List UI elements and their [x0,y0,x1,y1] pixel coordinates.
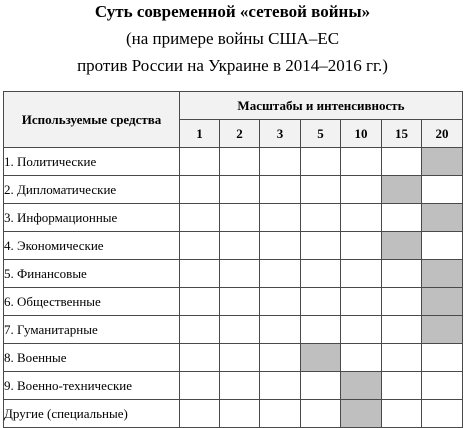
intensity-cell-filled [382,176,422,204]
intensity-cell [301,232,341,260]
intensity-table [3,91,463,428]
intensity-cell [382,288,422,316]
table-row [4,372,463,400]
intensity-cell [220,204,260,232]
intensity-cell [301,148,341,176]
intensity-cell [301,400,341,428]
intensity-cell [220,232,260,260]
intensity-cell [260,232,301,260]
intensity-cell [260,260,301,288]
level-header: 2 [220,120,260,148]
intensity-cell-filled [422,148,463,176]
intensity-cell [220,316,260,344]
intensity-cell [422,176,463,204]
intensity-cell [180,288,220,316]
row-label: 1. Политические [4,148,180,176]
intensity-cell [301,176,341,204]
intensity-cell [260,148,301,176]
table-row [4,288,463,316]
title-line-1: Суть современной «сетевой войны» [94,2,371,21]
intensity-cell [382,400,422,428]
intensity-cell [422,232,463,260]
intensity-cell [220,260,260,288]
intensity-cell [180,204,220,232]
intensity-cell [180,148,220,176]
intensity-cell [341,260,382,288]
means-header: Используемые средства [4,92,180,148]
row-label: Другие (специальные) [4,400,180,428]
level-header: 15 [382,120,422,148]
intensity-cell [382,372,422,400]
intensity-cell [260,176,301,204]
intensity-cell [382,204,422,232]
table-row [4,400,463,428]
row-label: 7. Гуманитарные [4,316,180,344]
table-row [4,316,463,344]
intensity-cell [382,344,422,372]
intensity-cell [301,372,341,400]
intensity-cell [180,176,220,204]
intensity-cell [220,372,260,400]
intensity-cell [220,400,260,428]
intensity-cell [341,148,382,176]
intensity-cell [220,148,260,176]
intensity-cell [341,204,382,232]
intensity-cell [382,316,422,344]
row-label: 5. Финансовые [4,260,180,288]
table-row [4,176,463,204]
intensity-cell [301,204,341,232]
intensity-cell-filled [341,400,382,428]
intensity-cell [180,232,220,260]
intensity-cell [422,372,463,400]
intensity-cell-filled [341,372,382,400]
intensity-cell [260,372,301,400]
table-row [4,204,463,232]
intensity-cell [220,176,260,204]
intensity-cell [180,372,220,400]
row-label: 8. Военные [4,344,180,372]
intensity-cell [341,344,382,372]
row-label: 4. Экономические [4,232,180,260]
intensity-cell [180,316,220,344]
row-label: 6. Общественные [4,288,180,316]
intensity-cell [260,288,301,316]
table-body [4,148,463,428]
intensity-cell-filled [422,288,463,316]
table-row [4,148,463,176]
intensity-cell-filled [382,232,422,260]
intensity-cell [341,176,382,204]
intensity-cell [260,400,301,428]
header-row-1 [4,92,463,120]
row-label: 3. Информационные [4,204,180,232]
intensity-cell [341,232,382,260]
intensity-cell [301,288,341,316]
intensity-cell-filled [301,344,341,372]
title-line-3: против России на Украине в 2014–2016 гг.) [77,56,388,75]
intensity-cell [422,344,463,372]
intensity-cell [422,400,463,428]
intensity-cell [260,344,301,372]
intensity-cell [301,260,341,288]
level-header: 1 [180,120,220,148]
intensity-cell [260,316,301,344]
intensity-cell [180,400,220,428]
level-header: 5 [301,120,341,148]
table-row [4,260,463,288]
intensity-cell [382,148,422,176]
intensity-cell [220,344,260,372]
intensity-cell-filled [422,260,463,288]
scale-header: Масштабы и интенсивность [180,92,463,120]
intensity-cell [382,260,422,288]
table-row [4,344,463,372]
level-header: 20 [422,120,463,148]
intensity-cell [180,260,220,288]
row-label: 9. Военно-технические [4,372,180,400]
level-header: 3 [260,120,301,148]
title-line-2: (на примере войны США–ЕС [125,29,340,48]
intensity-cell-filled [422,204,463,232]
intensity-cell [341,316,382,344]
intensity-cell [220,288,260,316]
table-row [4,232,463,260]
intensity-cell-filled [422,316,463,344]
intensity-cell [301,316,341,344]
intensity-cell [180,344,220,372]
level-header: 10 [341,120,382,148]
intensity-cell [341,288,382,316]
row-label: 2. Дипломатические [4,176,180,204]
intensity-cell [260,204,301,232]
